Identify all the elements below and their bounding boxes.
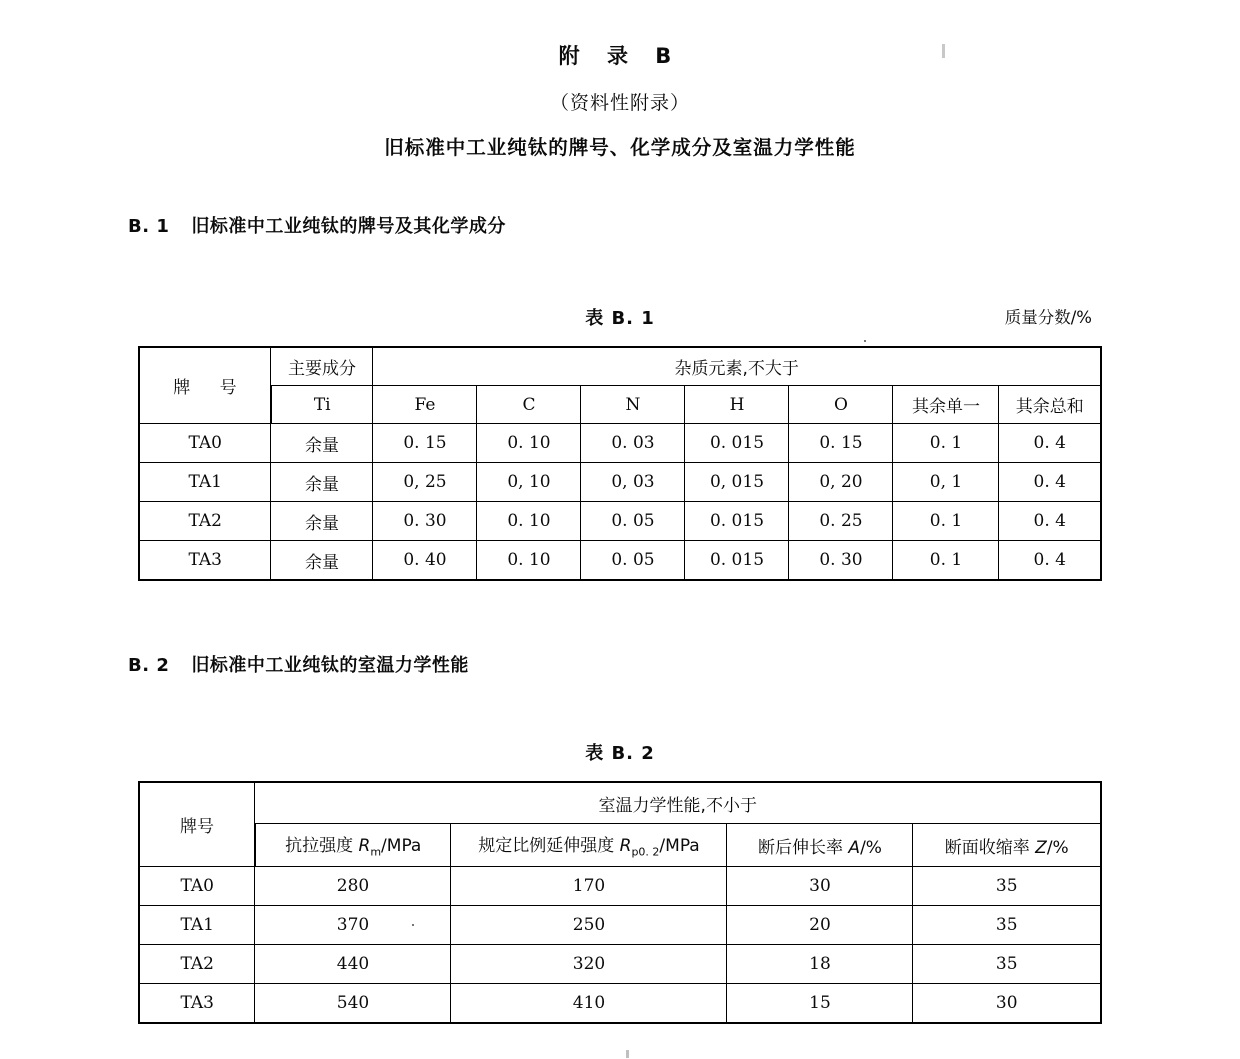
table-b1-cell-ti: 余量 [271, 541, 373, 581]
table-row [139, 463, 1101, 502]
symbol-a: A [848, 837, 861, 858]
label-reduct-pre: 断面收缩率 [944, 837, 1036, 858]
table-b2-cell-yield: 410 [451, 984, 727, 1024]
label-tensile-pre: 抗拉强度 [285, 836, 359, 857]
table-b1-cell-c: 0, 10 [477, 463, 581, 502]
scan-artifact [864, 340, 866, 342]
table-b2-col-tensile-strength [255, 824, 451, 867]
table-b2-cell-yield: 250 [451, 906, 727, 945]
table-b1-cell-n: 0, 03 [581, 463, 685, 502]
table-b1-col-h: H [685, 386, 789, 424]
table-b1-cell-single: 0. 1 [893, 424, 999, 463]
table-b2-cell-tensile: 370 [255, 906, 451, 945]
symbol-z: Z [1035, 837, 1047, 858]
table-b1-cell-c: 0. 10 [477, 424, 581, 463]
table-b1-col-fe: Fe [373, 386, 477, 424]
scan-artifact [412, 924, 414, 926]
table-b1-cell-n: 0. 03 [581, 424, 685, 463]
table-b2-cell-elongation: 15 [727, 984, 913, 1024]
table-b1-header-impurity-group: 杂质元素,不大于 [373, 347, 1101, 386]
table-b1-col-other-total: 其余总和 [999, 386, 1101, 424]
table-b1-col-o: O [789, 386, 893, 424]
table-b1-cell-total: 0. 4 [999, 424, 1101, 463]
table-b2-cell-yield: 170 [451, 867, 727, 906]
table-b1-cell-total: 0. 4 [999, 541, 1101, 581]
table-b1-cell-single: 0. 1 [893, 541, 999, 581]
table-b1-cell-single: 0. 1 [893, 502, 999, 541]
section-heading-b1 [128, 212, 1240, 238]
table-b1-header-main-component: 主要成分 [271, 347, 373, 386]
label-yield-pre: 规定比例延伸强度 [478, 836, 620, 857]
table-b2-cell-yield: 320 [451, 945, 727, 984]
table-b2-cell-reduction: 35 [913, 945, 1101, 984]
table-b1-caption-row [0, 304, 1240, 328]
table-row [139, 984, 1101, 1024]
table-b1-cell-o: 0. 15 [789, 424, 893, 463]
table-b2-caption: 表 B. 2 [585, 743, 655, 764]
table-b2-cell-grade: TA0 [139, 867, 255, 906]
table-b2 [138, 781, 1102, 1024]
table-row [139, 906, 1101, 945]
table-row [139, 945, 1101, 984]
table-b2-col-reduction [913, 824, 1101, 867]
table-b2-header-row-1 [139, 782, 1101, 824]
section-title-b2: 旧标准中工业纯钛的室温力学性能 [191, 655, 469, 676]
table-b1-col-c: C [477, 386, 581, 424]
table-b1-cell-total: 0. 4 [999, 463, 1101, 502]
document-page [0, 40, 1240, 1059]
table-b1-cell-n: 0. 05 [581, 541, 685, 581]
table-b1-cell-fe: 0. 30 [373, 502, 477, 541]
table-b1-cell-total: 0. 4 [999, 502, 1101, 541]
table-b2-cell-reduction: 30 [913, 984, 1101, 1024]
table-b2-cell-grade: TA1 [139, 906, 255, 945]
symbol-rm-sub: m [370, 845, 382, 859]
table-row [139, 867, 1101, 906]
table-b2-col-elongation [727, 824, 913, 867]
table-b1 [138, 346, 1102, 581]
table-b1-cell-fe: 0, 25 [373, 463, 477, 502]
table-b1-cell-h: 0. 015 [685, 424, 789, 463]
table-b1-cell-o: 0. 25 [789, 502, 893, 541]
symbol-rm: R [358, 836, 371, 857]
table-b1-cell-ti: 余量 [271, 502, 373, 541]
table-b1-caption: 表 B. 1 [585, 308, 655, 329]
table-b1-cell-h: 0. 015 [685, 541, 789, 581]
table-b1-cell-o: 0, 20 [789, 463, 893, 502]
table-b2-header-row-2 [139, 824, 1101, 867]
symbol-rp02: R [619, 836, 632, 857]
table-row [139, 502, 1101, 541]
table-b2-cell-elongation: 18 [727, 945, 913, 984]
table-b1-cell-c: 0. 10 [477, 502, 581, 541]
table-b2-cell-elongation: 20 [727, 906, 913, 945]
table-b1-header-row-2 [139, 386, 1101, 424]
table-b1-cell-fe: 0. 40 [373, 541, 477, 581]
table-b1-cell-grade: TA3 [139, 541, 271, 581]
appendix-description: 旧标准中工业纯钛的牌号、化学成分及室温力学性能 [384, 136, 856, 159]
table-b1-cell-h: 0, 015 [685, 463, 789, 502]
table-b2-cell-reduction: 35 [913, 906, 1101, 945]
table-b1-col-other-single: 其余单一 [893, 386, 999, 424]
label-elong-post: /% [860, 837, 882, 858]
symbol-rp02-sub: p0. 2 [631, 845, 660, 859]
table-b2-col-yield-strength [451, 824, 727, 867]
section-title-b1: 旧标准中工业纯钛的牌号及其化学成分 [191, 216, 506, 237]
table-b1-cell-c: 0. 10 [477, 541, 581, 581]
table-b2-header-brand: 牌号 [139, 782, 255, 867]
table-b1-cell-grade: TA2 [139, 502, 271, 541]
table-b1-cell-n: 0. 05 [581, 502, 685, 541]
table-b2-cell-grade: TA3 [139, 984, 255, 1024]
table-b1-cell-grade: TA0 [139, 424, 271, 463]
table-b2-cell-grade: TA2 [139, 945, 255, 984]
table-row [139, 541, 1101, 581]
appendix-title: 附 录 B [558, 44, 682, 68]
table-b2-cell-tensile: 540 [255, 984, 451, 1024]
scan-artifact [942, 44, 945, 58]
table-b2-caption-row [0, 739, 1240, 763]
table-b1-cell-h: 0. 015 [685, 502, 789, 541]
label-yield-post: /MPa [659, 836, 700, 857]
table-b1-cell-ti: 余量 [271, 463, 373, 502]
table-b2-cell-tensile: 280 [255, 867, 451, 906]
table-b2-cell-elongation: 30 [727, 867, 913, 906]
table-b1-header-row-1 [139, 347, 1101, 386]
table-b1-cell-o: 0. 30 [789, 541, 893, 581]
table-b1-cell-fe: 0. 15 [373, 424, 477, 463]
table-b1-cell-ti: 余量 [271, 424, 373, 463]
appendix-subtitle: （资料性附录） [549, 92, 690, 114]
label-tensile-post: /MPa [381, 836, 422, 857]
table-b2-cell-reduction: 35 [913, 867, 1101, 906]
table-b1-header-brand: 牌 号 [139, 347, 271, 424]
label-elong-pre: 断后伸长率 [758, 837, 849, 858]
section-heading-b2 [128, 651, 1240, 677]
table-b2-header-group: 室温力学性能,不小于 [255, 782, 1101, 824]
table-b2-cell-tensile: 440 [255, 945, 451, 984]
table-row [139, 424, 1101, 463]
table-b1-col-n: N [581, 386, 685, 424]
scan-artifact [626, 1050, 629, 1058]
table-b1-unit-note: 质量分数/% [1004, 308, 1092, 327]
label-reduct-post: /% [1046, 837, 1069, 858]
table-b1-cell-grade: TA1 [139, 463, 271, 502]
section-number-b2: B. 2 [128, 655, 170, 676]
section-number-b1: B. 1 [128, 216, 170, 237]
table-b1-col-ti: Ti [271, 386, 373, 424]
table-b1-cell-single: 0, 1 [893, 463, 999, 502]
